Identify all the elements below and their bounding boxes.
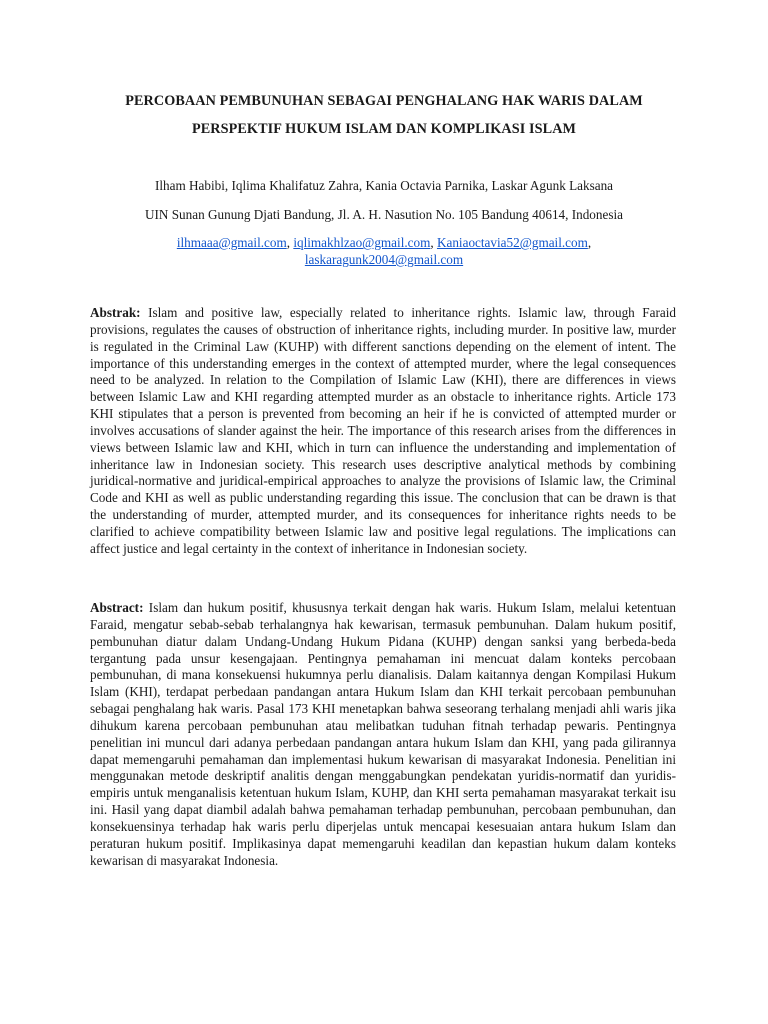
- email-list-line-2: [60, 251, 708, 269]
- email-link[interactable]: laskaragunk2004@gmail.com: [304, 252, 464, 267]
- email-link[interactable]: ilhmaaa@gmail.com: [176, 235, 287, 250]
- author-list: Ilham Habibi, Iqlima Khalifatuz Zahra, Kania Octavia Parnika, Laskar Agunk Laksana: [154, 178, 614, 193]
- paper-title-line-2: PERSPEKTIF HUKUM ISLAM DAN KOMPLIKASI ISLAM: [191, 121, 577, 137]
- email-link[interactable]: iqlimakhlzao@gmail.com: [293, 235, 431, 250]
- abstract-indonesian-label: Abstract:: [90, 600, 144, 615]
- paper-title-line-1: PERCOBAAN PEMBUNUHAN SEBAGAI PENGHALANG HAK WARIS DALAM: [125, 93, 643, 109]
- abstract-english-label: Abstrak:: [90, 305, 141, 320]
- abstract-english: [90, 305, 676, 558]
- affiliation: UIN Sunan Gunung Djati Bandung, Jl. A. H. Nasution No. 105 Bandung 40614, Indonesia: [144, 207, 623, 222]
- abstract-indonesian-text: Islam dan hukum positif, khususnya terkait dengan hak waris. Hukum Islam, melalui ketentuan Faraid, mengatur sebab-sebab terhalangnya hak kewarisan, termasuk pembunuhan. Dalam hukum positif, pembunuhan diatur dalam Undang-Undang Hukum Pidana (KUHP) dengan sanksi yang berbeda-beda tergantung pada unsur kesengajaan. Pentingnya pemahaman ini mencuat dalam konteks percobaan pembunuhan, di mana konsekuensi hukumnya perlu dianalisis. Dalam kaitannya dengan Kompilasi Hukum Islam (KHI), terdapat perbedaan pandangan antara Hukum Islam dan KHI terkait percobaan pembunuhan sebagai penghalang hak waris. Pasal 173 KHI menetapkan bahwa seseorang terhalang menjadi ahli waris jika dihukum karena percobaan pembunuhan atau melibatkan tuduhan fitnah terhadap pewaris. Pentingnya penelitian ini muncul dari adanya perbedaan pandangan antara hukum Islam dan KHI, yang pada gilirannya dapat memengaruhi pemahaman dan implementasi hukum kewarisan di masyarakat Indonesia. Penelitian ini menggunakan metode deskriptif analitis dengan menggabungkan pendekatan yuridis-normatif dan yuridis-empiris untuk menganalisis ketentuan hukum Islam, KUHP, dan KHI serta pemahaman masyarakat terkait isu ini. Hasil yang dapat diambil adalah bahwa pemahaman terhadap pembunuhan, percobaan pembunuhan, dan konsekuensinya terhadap hak waris perlu diperjelas untuk mencapai kesesuaian antara hukum Islam dan peraturan hukum positif. Implikasinya dapat memengaruhi keadilan dan kepastian hukum dalam konteks kewarisan di masyarakat Indonesia.: [90, 600, 676, 868]
- abstract-indonesian: [90, 600, 676, 870]
- email-list-line-1: ilhmaaa@gmail.com, iqlimakhlzao@gmail.com, Kaniaoctavia52@gmail.com,: [176, 235, 592, 250]
- abstract-english-text: Islam and positive law, especially related to inheritance rights. Islamic law, through Faraid provisions, regulates the causes of obstruction of inheritance rights, including murder. In positive law, murder is regulated in the Criminal Law (KUHP) with different sanctions depending on the element of intent. The importance of this understanding emerges in the context of attempted murder, where the legal consequences need to be analyzed. In relation to the Compilation of Islamic Law (KHI), there are differences in views between Islamic Law and KHI regarding attempted murder as an obstacle to inheritance rights. Article 173 KHI stipulates that a person is prevented from becoming an heir if he is convicted of attempted murder or involves accusations of slander against the heir. The importance of this research arises from the differences in views between Islamic law and KHI, which in turn can influence the understanding and implementation of inheritance law in Indonesian society. This research uses descriptive analytical methods by combining juridical-normative and juridical-empirical approaches to analyze the provisions of Islamic law, the Criminal Code and KHI as well as public understanding regarding this issue. The conclusion that can be drawn is that the understanding of murder, attempted murder, and its consequences for inheritance rights needs to be clarified to achieve compatibility between Islamic law and positive legal regulations. The implications can affect justice and legal certainty in the context of inheritance in Indonesian society.: [90, 305, 676, 556]
- email-link[interactable]: Kaniaoctavia52@gmail.com: [436, 235, 588, 250]
